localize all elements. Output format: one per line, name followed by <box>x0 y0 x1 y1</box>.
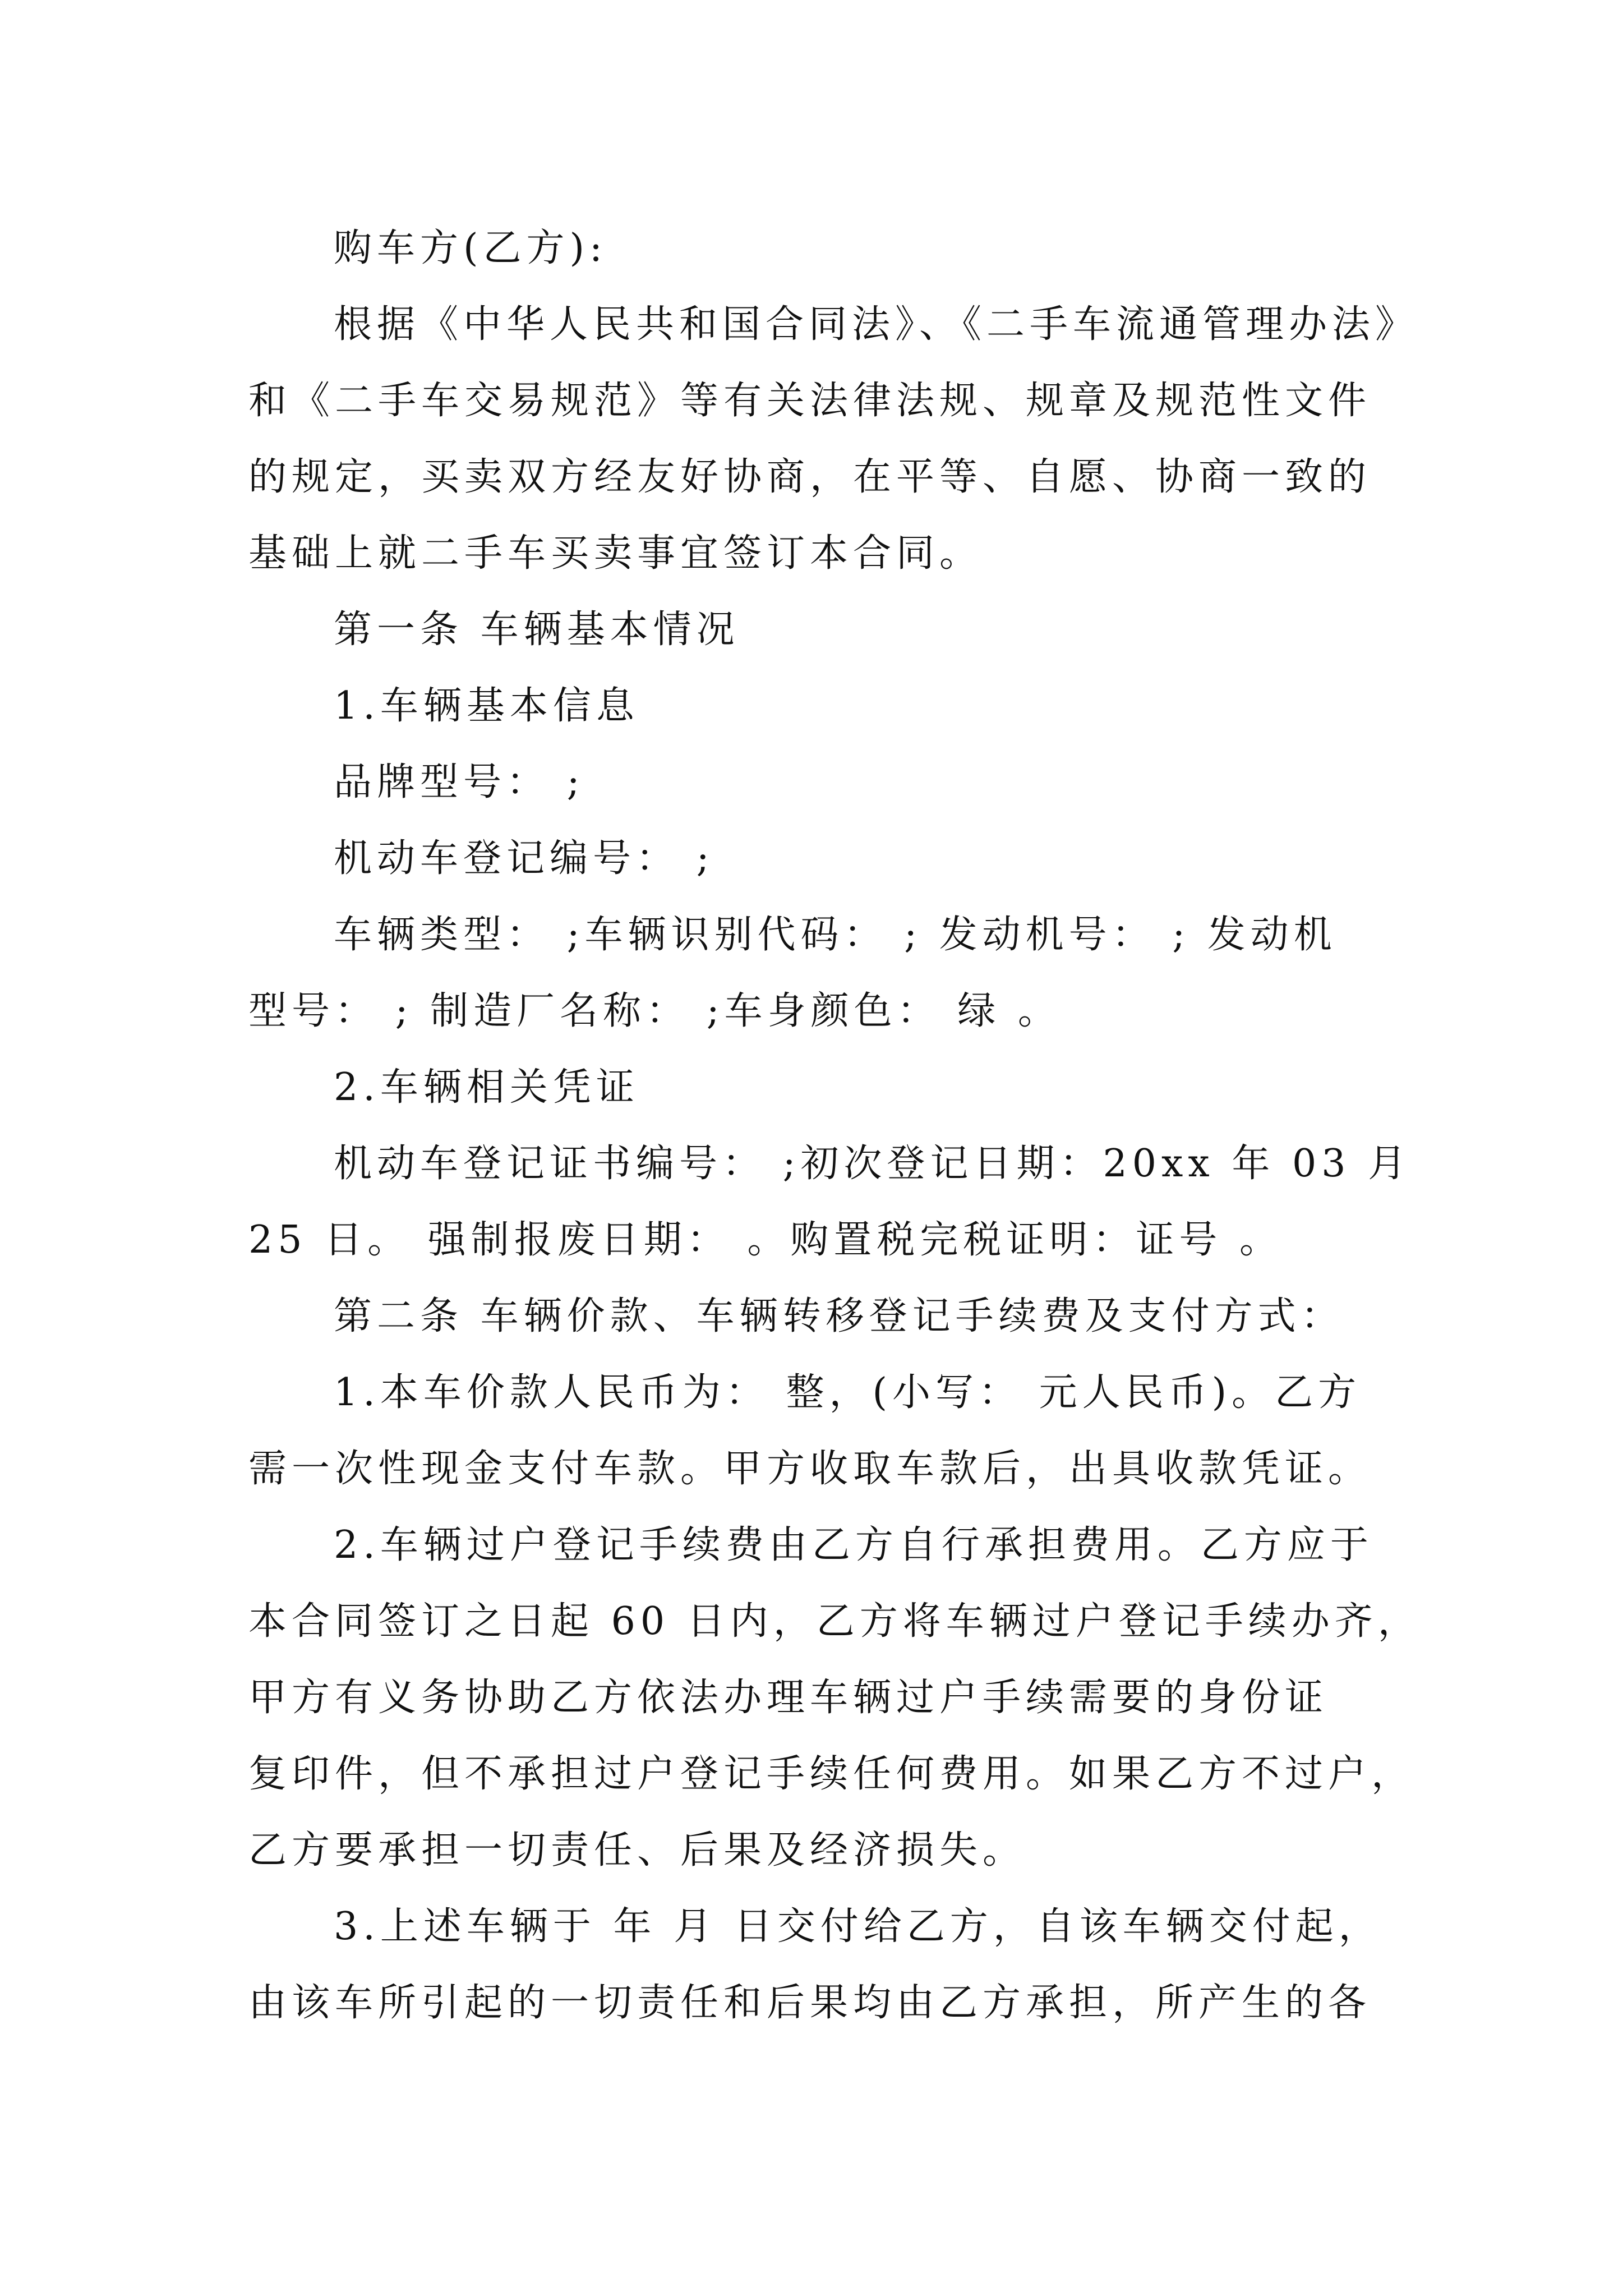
text-line: 复印件，但不承担过户登记手续任何费用。如果乙方不过户， <box>248 1752 1415 1796</box>
text-line: 1.本车价款人民币为： 整，(小写： 元人民币)。乙方 <box>334 1370 1362 1415</box>
text-line: 根据《中华人民共和国合同法》、《二手车流通管理办法》 <box>334 302 1419 347</box>
text-line: 甲方有义务协助乙方依法办理车辆过户手续需要的身份证 <box>248 1676 1329 1720</box>
text-line: 机动车登记编号： ; <box>334 836 714 881</box>
text-line: 型号： ; 制造厂名称： ;车身颜色： 绿 。 <box>248 989 1061 1033</box>
text-line: 车辆类型： ;车辆识别代码： ; 发动机号： ; 发动机 <box>334 913 1337 957</box>
text-line: 品牌型号： ; <box>334 760 585 804</box>
subsection-heading: 2.车辆相关凭证 <box>334 1065 639 1110</box>
text-line: 3.上述车辆于 年 月 日交付给乙方，自该车辆交付起， <box>334 1904 1382 1949</box>
text-line: 2.车辆过户登记手续费由乙方自行承担费用。乙方应于 <box>334 1523 1373 1567</box>
text-line: 和《二手车交易规范》等有关法律法规、规章及规范性文件 <box>248 379 1372 423</box>
text-line: 的规定，买卖双方经友好协商，在平等、自愿、协商一致的 <box>248 455 1372 499</box>
text-line: 乙方要承担一切责任、后果及经济损失。 <box>248 1828 1026 1872</box>
subsection-heading: 1.车辆基本信息 <box>334 684 639 728</box>
text-line: 由该车所引起的一切责任和后果均由乙方承担，所产生的各 <box>248 1981 1372 2025</box>
text-line: 需一次性现金支付车款。甲方收取车款后，出具收款凭证。 <box>248 1447 1372 1491</box>
text-line: 25 日。 强制报废日期： 。购置税完税证明：证号 。 <box>248 1218 1283 1262</box>
text-line: 本合同签订之日起 60 日内，乙方将车辆过户登记手续办齐， <box>248 1599 1421 1644</box>
text-line: 基础上就二手车买卖事宜签订本合同。 <box>248 531 983 576</box>
section-heading: 第二条 车辆价款、车辆转移登记手续费及支付方式： <box>334 1294 1344 1338</box>
text-line: 购车方(乙方): <box>334 226 607 270</box>
text-line: 机动车登记证书编号： ;初次登记日期：20xx 年 03 月 <box>334 1142 1412 1186</box>
section-heading: 第一条 车辆基本情况 <box>334 608 740 652</box>
contract-body <box>248 210 1422 2041</box>
